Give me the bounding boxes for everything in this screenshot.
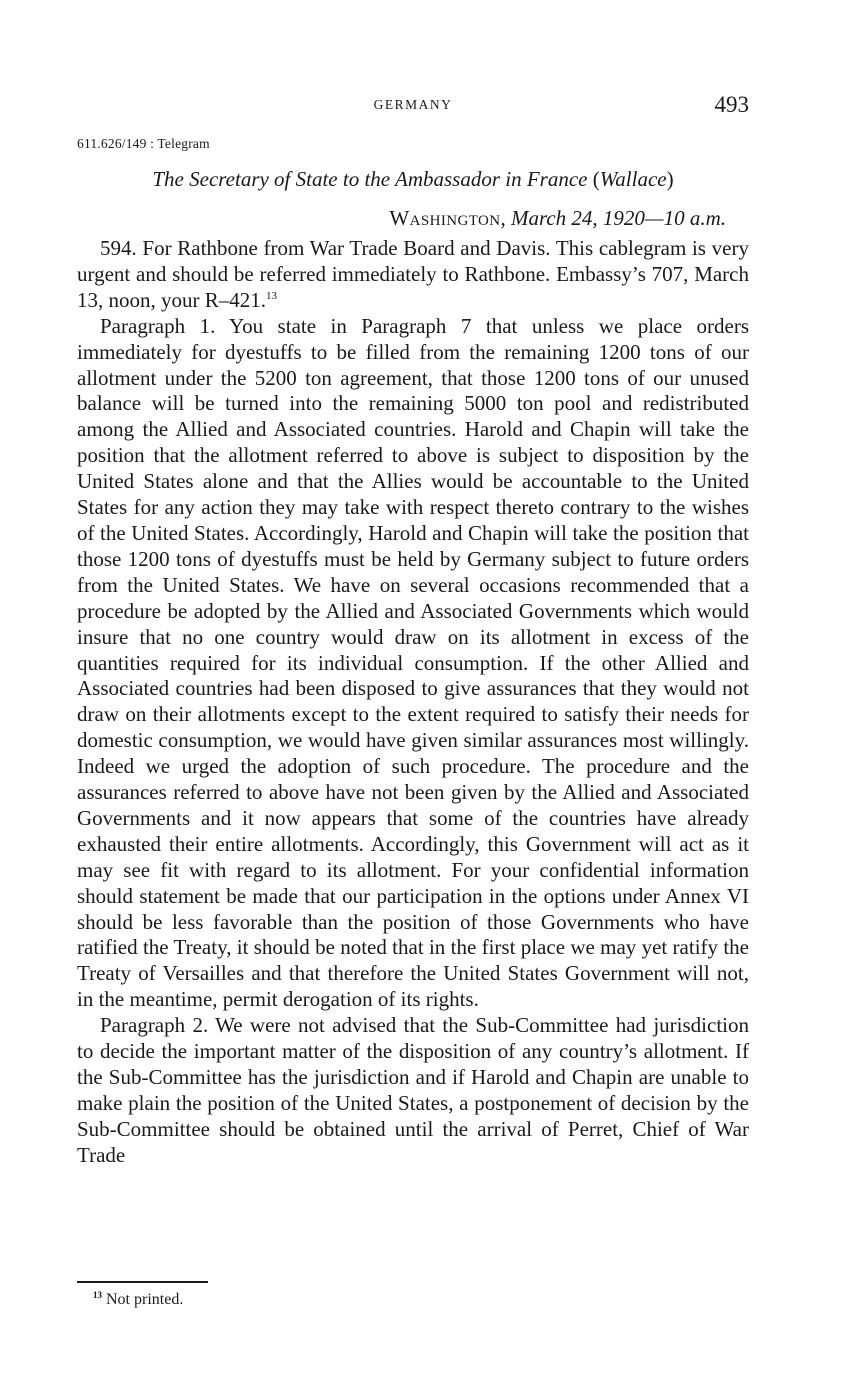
- heading-text: The Secretary of State to the Ambassador in France: [152, 167, 593, 191]
- footnote-divider: [77, 1281, 208, 1283]
- running-title: GERMANY: [373, 97, 453, 112]
- page-number: 493: [714, 92, 749, 117]
- dateline-date: March 24, 1920—10 a.m.: [510, 206, 726, 230]
- footnote-marker: 13: [93, 1290, 102, 1300]
- footnote-reference[interactable]: 13: [266, 289, 277, 302]
- file-reference: 611.626/149 : Telegram: [77, 136, 210, 151]
- running-head: [77, 94, 749, 120]
- heading-paren-open: (: [592, 167, 600, 191]
- document-heading: [77, 167, 749, 192]
- heading-paren-close: ): [666, 167, 674, 191]
- paragraph-1: [77, 314, 749, 1013]
- heading-name: Wallace: [599, 167, 667, 191]
- body-text: [77, 236, 749, 1169]
- paragraph-2: [77, 1013, 749, 1168]
- footnote-text: Not printed.: [106, 1291, 184, 1308]
- paragraph-text: Paragraph 2. We were not advised that the Sub-Committee had jurisdiction to decide the important matter of the disposition of any country’s allotment. If the Sub-Committee has the jurisdiction and if Harold and Chapin are unable to make plain the position of the United States, a postponement of decision by the Sub-Committee should be obtained until the arrival of Perret, Chief of War Trade: [77, 1013, 749, 1167]
- dateline-separator: ,: [500, 206, 511, 230]
- footnote: [93, 1291, 183, 1309]
- paragraph-text: 594. For Rathbone from War Trade Board and Davis. This cablegram is very urgent and should be referred immediately to Rathbone. Embassy’s 707, March 13, noon, your R–421.: [77, 236, 749, 312]
- dateline-place: Washington: [389, 206, 501, 230]
- paragraph-text: Paragraph 1. You state in Paragraph 7 that unless we place orders immediately for dyestuffs to be filled from the remaining 1200 tons of our allotment under the 5200 ton agreement, that those 1200 tons of our unused balance will be turned into the remaining 5000 ton pool and redistributed among the Allied and Associated countries. Harold and Chapin will take the position that the allotment referred to above is subject to disposition by the United States alone and that the Allies would be accountable to the United States for any action they may take with respect thereto contrary to the wishes of the United States. Accordingly, Harold and Chapin will take the position that those 1200 tons of dyestuffs must be held by Germany subject to future orders from the United States. We have on several occasions recommended that a procedure be adopted by the Allied and Associated Governments which would insure that no one country would draw on its allotment in excess of the quantities required for its individual consumption. If the other Allied and Associated countries had been disposed to give assurances that they would not draw on their allotments except to the extent required to satisfy their needs for domestic consumption, we would have given similar assurances most willingly. Indeed we urged the adoption of such procedure. The procedure and the assurances referred to above have not been given by the Allied and Associated Governments and it now appears that some of the countries have already exhausted their entire allotments. Accordingly, this Government will act as it may see fit with regard to its allotment. For your confidential information should statement be made that our participation in the options under Annex VI should be less favorable than the position of those Governments who have ratified the Treaty, it should be noted that in the first place we may yet ratify the Treaty of Versailles and that therefore the United States Government will not, in the meantime, permit derogation of its rights.: [77, 313, 749, 1012]
- paragraph-594: [77, 236, 749, 314]
- dateline: [389, 206, 726, 231]
